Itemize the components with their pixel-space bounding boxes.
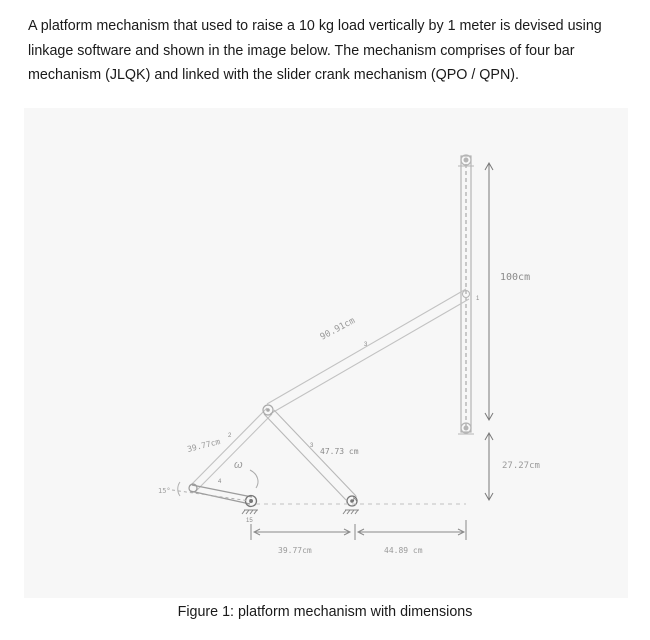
problem-statement: [28, 14, 628, 88]
figure-caption: Figure 1: platform mechanism with dimensions: [177, 604, 473, 620]
label-omega: ω: [234, 459, 243, 471]
label-27cm: 27.27cm: [502, 461, 540, 471]
mechanism-sketch: [24, 108, 628, 598]
label-15: 15: [246, 518, 253, 524]
label-15deg: 15°: [158, 487, 171, 495]
label-100cm: 100cm: [500, 272, 531, 283]
label-90cm: 90.91cm: [318, 316, 357, 343]
paper-background: [24, 108, 628, 598]
statement-line-3: mechanism (JLQK) and linked with the slider crank mechanism (QPO / QPN).: [28, 67, 520, 83]
label-44cm: 44.89 cm: [384, 546, 423, 555]
label-link-4: 4: [218, 479, 222, 485]
mechanism-figure: [24, 108, 628, 598]
label-link-2: 2: [228, 433, 232, 439]
label-link-3-top: 3: [364, 342, 368, 348]
label-47cm: 47.73 cm: [320, 447, 359, 456]
statement-line-2: linkage software and shown in the image below. The mechanism comprises of four bar: [28, 42, 575, 59]
label-point-1: 1: [476, 296, 480, 302]
label-39cm-ground: 39.77cm: [278, 546, 312, 555]
label-39cm-link: 39.77cm: [186, 437, 222, 454]
label-link-3-mid: 3: [310, 443, 314, 449]
label-point-k: K: [353, 497, 358, 503]
statement-line-1: A platform mechanism that used to raise a 10 kg load vertically by 1 meter is devised using: [28, 18, 602, 34]
